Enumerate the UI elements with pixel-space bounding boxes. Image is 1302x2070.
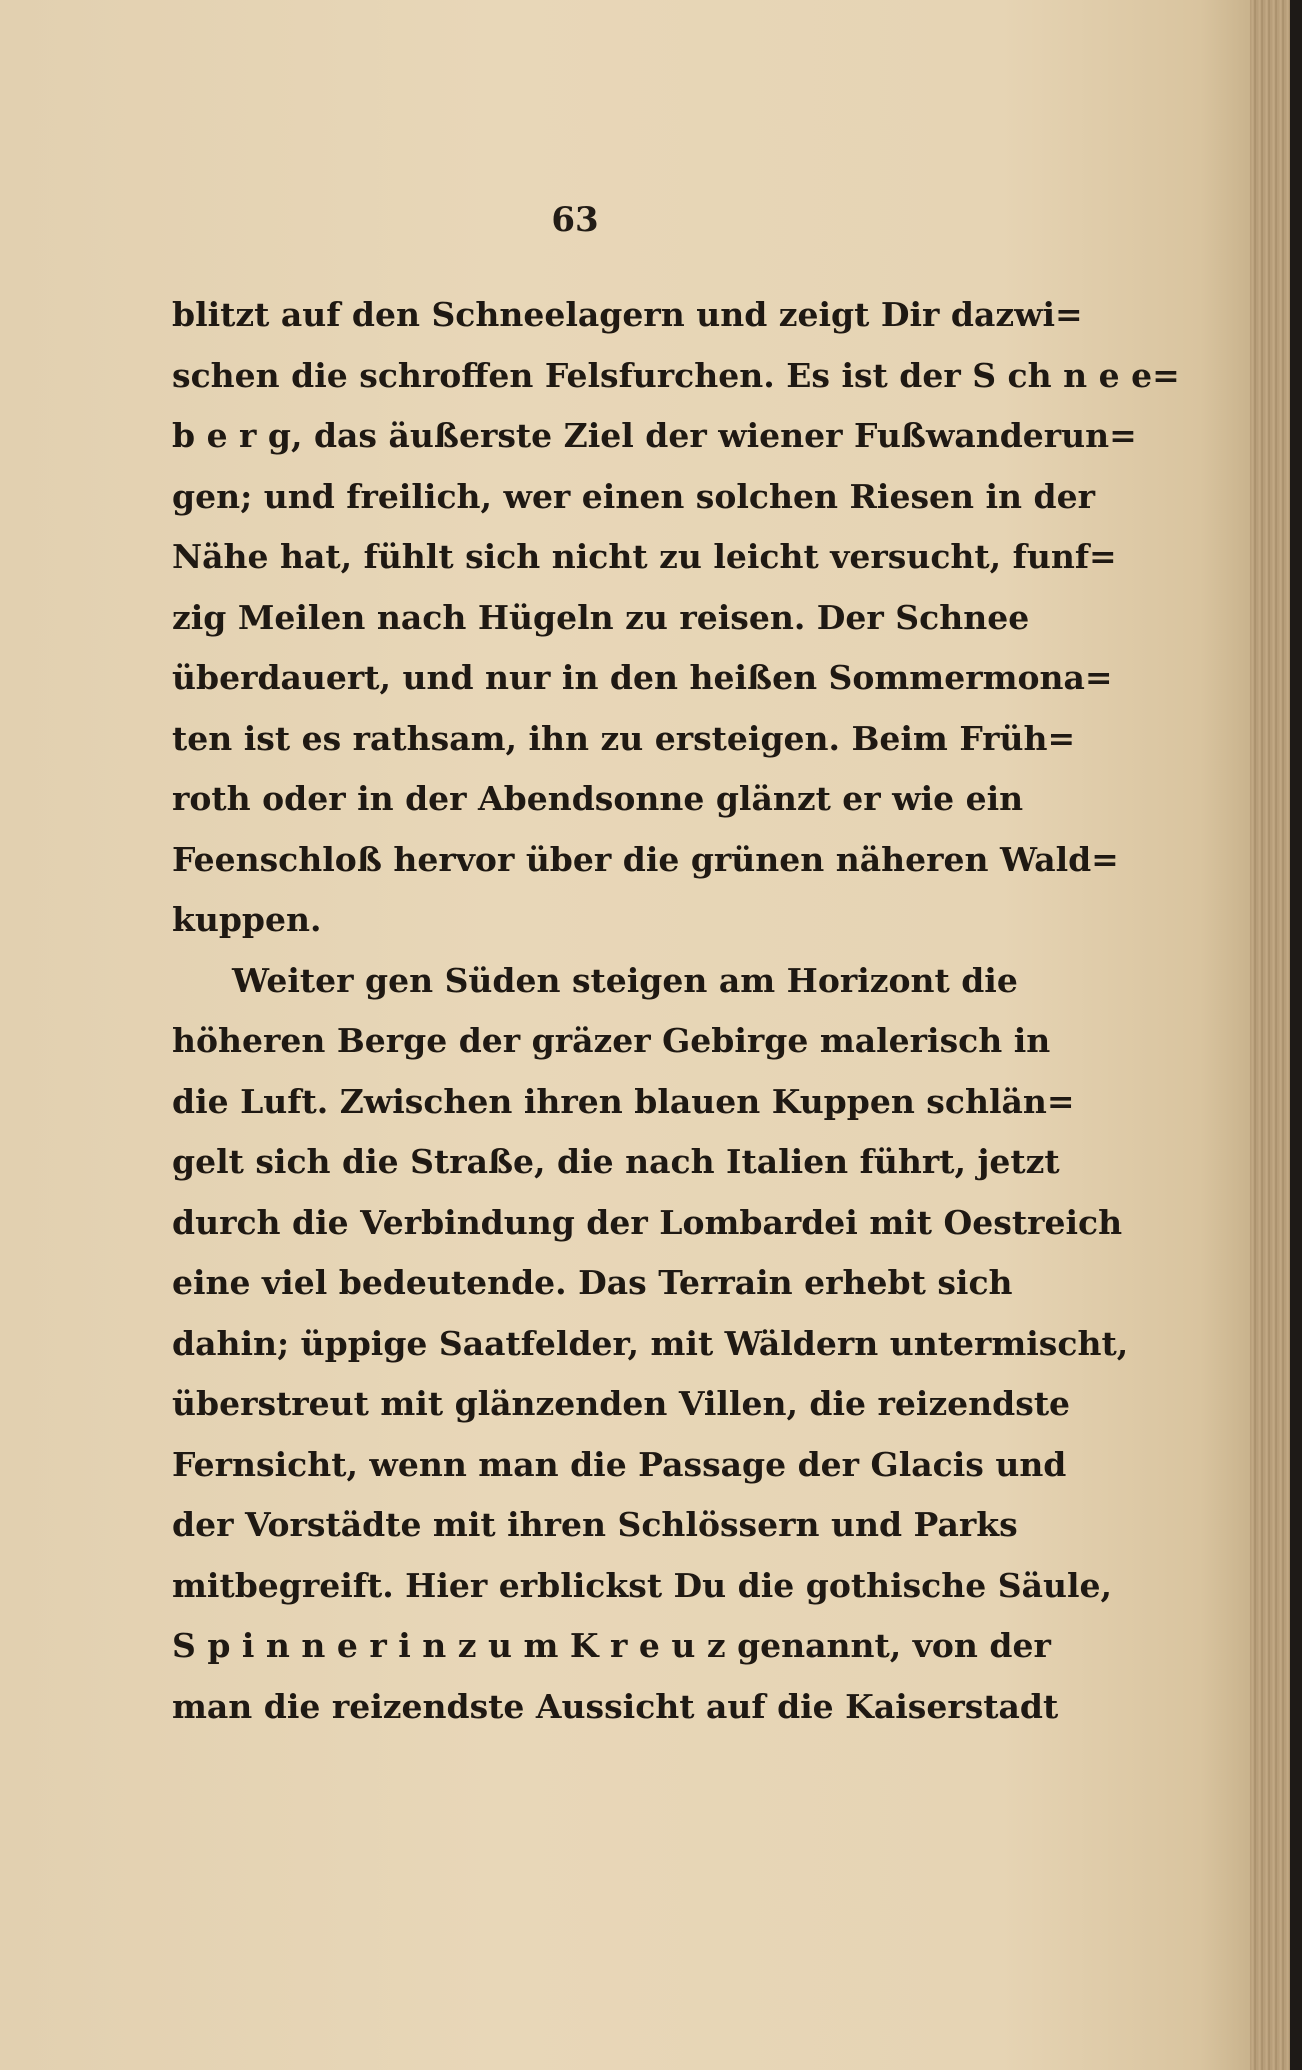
text-line: höheren Berge der gräzer Gebirge malerisch in [172,1021,1051,1060]
text-line: schen die schroffen Felsfurchen. Es ist der S ch n e e= [172,355,1180,395]
paragraph-first-line: Weiter gen Süden steigen am Horizont die [232,960,1018,1000]
text-line: man die reizendste Aussicht auf die Kaiserstadt [172,1686,1059,1726]
text-line: eine viel bedeutende. Das Terrain erhebt sich [172,1263,1013,1302]
text-line: der Vorstädte mit ihren Schlössern und Parks [172,1505,1018,1544]
text-line: dahin; üppige Saatfelder, mit Wäldern untermischt, [172,1323,1129,1363]
text-line: kuppen. [172,900,322,939]
body-text [172,285,1180,1737]
text-line: b e r g, das äußerste Ziel der wiener Fußwanderun= [172,416,1137,455]
page-stack-edge [1250,0,1290,2070]
text-line: Nähe hat, fühlt sich nicht zu leicht versucht, funf= [172,537,1117,576]
text-line: gelt sich die Straße, die nach Italien führt, jetzt [172,1142,1060,1181]
text-line: blitzt auf den Schneelagern und zeigt Dir dazwi= [172,295,1083,334]
page-number: 63 [551,200,599,240]
text-line: Feenschloß hervor über die grünen näheren Wald= [172,839,1119,879]
text-line: mitbegreift. Hier erblickst Du die gothische Säule, [172,1565,1112,1605]
text-line: zig Meilen nach Hügeln zu reisen. Der Schnee [172,597,1030,637]
text-line: durch die Verbindung der Lombardei mit Oestreich [172,1202,1123,1242]
text-line: ten ist es rathsam, ihn zu ersteigen. Beim Früh= [172,718,1076,758]
text-line: überdauert, und nur in den heißen Sommermona= [172,658,1113,697]
text-line: roth oder in der Abendsonne glänzt er wie ein [172,779,1024,818]
book-cover-edge [1290,0,1302,2070]
text-line: Fernsicht, wenn man die Passage der Glacis und [172,1444,1067,1484]
text-line: überstreut mit glänzenden Villen, die reizendste [172,1384,1071,1423]
text-line: die Luft. Zwischen ihren blauen Kuppen schlän= [172,1081,1075,1121]
text-line: gen; und freilich, wer einen solchen Riesen in der [172,476,1095,516]
text-line: S p i n n e r i n z u m K r e u z genannt, von der [172,1626,1051,1665]
